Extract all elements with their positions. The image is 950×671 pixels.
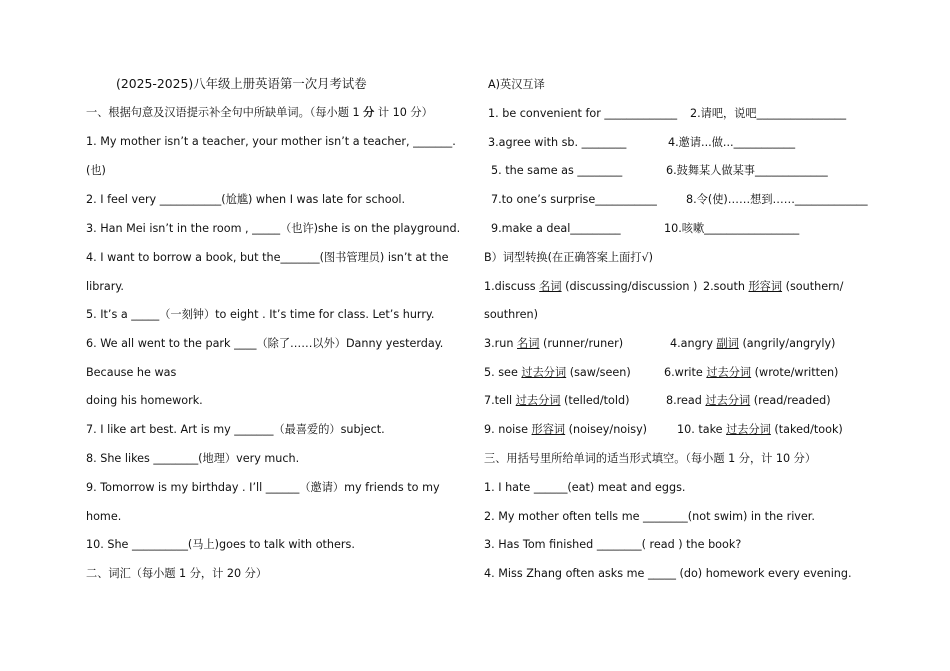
left-line-1: 1. My mother isn’t a teacher, your mother isn’t a teacher, _______. [86,135,456,148]
left-line-2: (也) [86,164,106,177]
translate-item: 4.邀请...做...___________ [668,136,796,149]
section-b-heading: B）词型转换(在正确答案上面打√) [484,251,653,264]
section1-heading: 一、根据句意及汉语提示补全句中所缺单词。（每小题 1 分 计 10 分） [86,106,433,119]
section3-line-2: 2. My mother often tells me ________(not swim) in the river. [484,510,815,523]
left-line-9: Because he was [86,366,177,379]
left-line-10: doing his homework. [86,394,203,407]
translate-item: 7.to one’s surprise___________ [491,193,657,206]
conversion-item: 5. see 过去分词 (saw/seen) [484,366,631,379]
section2-heading: 二、词汇（每小题 1 分，计 20 分） [86,567,268,580]
left-line-5: 4. I want to borrow a book, but the_______(图书管理员) isn’t at the [86,251,449,264]
conversion-item: 1.discuss 名词 (discussing/discussion ) [484,280,698,293]
translate-item: 1. be convenient for _____________ [488,107,678,120]
exam-title: (2025-2025)八年级上册英语第一次月考试卷 [116,76,367,91]
section3-line-1: 1. I hate ______(eat) meat and eggs. [484,481,686,494]
left-line-14: home. [86,510,122,523]
translate-item: 9.make a deal_________ [491,222,621,235]
left-line-4: 3. Han Mei isn’t in the room , _____（也许)she is on the playground. [86,222,461,235]
left-line-3: 2. I feel very ___________(尬尴) when I was late for school. [86,193,406,206]
left-line-11: 7. I like art best. Art is my _______（最喜爱的）subject. [86,423,385,436]
conversion-item: 8.read 过去分词 (read/readed) [666,394,831,407]
conversion-item: 10. take 过去分词 (taked/took) [677,423,843,436]
conversion-item: southren) [484,308,538,321]
translate-item: 5. the same as ________ [491,164,623,177]
translate-item: 3.agree with sb. ________ [488,136,627,149]
conversion-item: 7.tell 过去分词 (telled/told) [484,394,630,407]
translate-item: 2.请吧，说吧________________ [690,107,847,120]
left-line-12: 8. She likes ________(地理）very much. [86,452,300,465]
left-line-15: 10. She __________(马上)goes to talk with others. [86,538,355,551]
section3-heading: 三、用括号里所给单词的适当形式填空。（每小题 1 分，计 10 分） [484,452,817,465]
translate-item: 10.咳嗽_________________ [664,222,800,235]
conversion-item: 3.run 名词 (runner/runer) [484,337,624,350]
conversion-item: 9. noise 形容词 (noisey/noisy) [484,423,648,436]
conversion-item: 6.write 过去分词 (wrote/written) [664,366,839,379]
section-a-heading: A)英汉互译 [488,78,545,91]
section3-line-4: 4. Miss Zhang often asks me _____ (do) homework every evening. [484,567,852,580]
section3-line-3: 3. Has Tom finished ________( read ) the book? [484,538,742,551]
left-line-6: library. [86,280,124,293]
left-line-7: 5. It’s a _____（一刻钟）to eight . It’s time for class. Let’s hurry. [86,308,435,321]
left-line-13: 9. Tomorrow is my birthday . I’ll ______（邀请）my friends to my [86,481,440,494]
left-line-8: 6. We all went to the park ____（除了……以外）Danny yesterday. [86,337,444,350]
translate-item: 6.鼓舞某人做某事_____________ [666,164,828,177]
translate-item: 8.令(使)……想到……_____________ [686,193,868,206]
conversion-item: 2.south 形容词 (southern/ [703,280,844,293]
conversion-item: 4.angry 副词 (angrily/angryly) [670,337,836,350]
